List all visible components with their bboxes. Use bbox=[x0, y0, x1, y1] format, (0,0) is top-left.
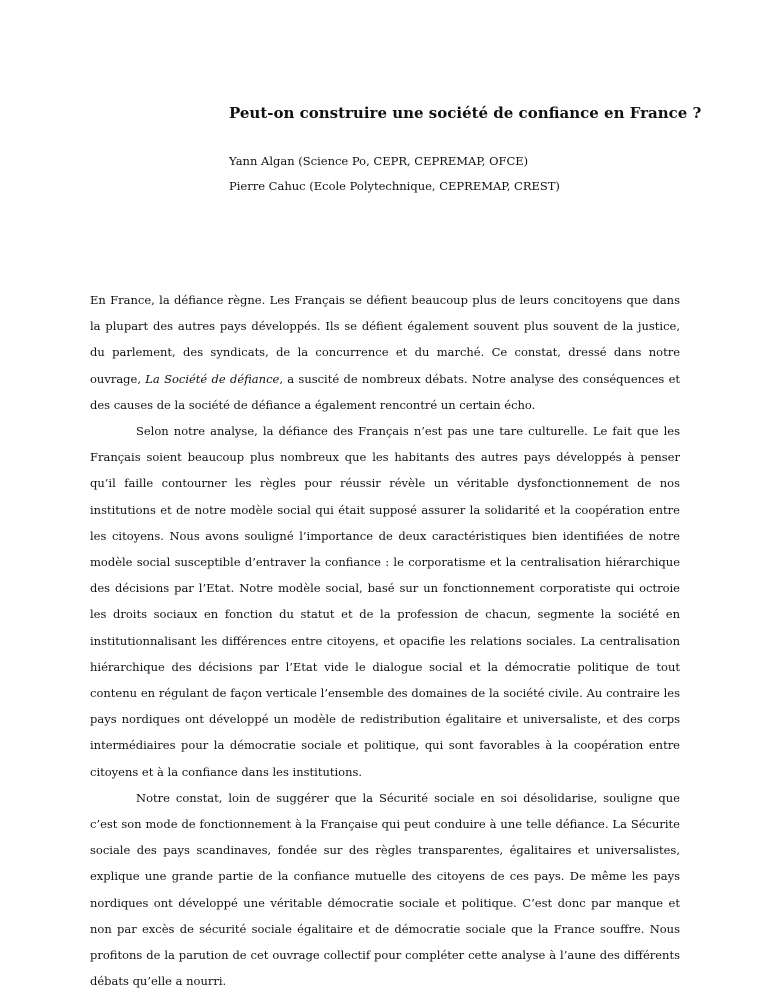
body-text bbox=[90, 287, 680, 994]
book-title-italic: La Société de défiance bbox=[145, 371, 280, 386]
paragraph-1 bbox=[90, 287, 680, 418]
author-line-1: Yann Algan (Science Po, CEPR, CEPREMAP, OFCE) bbox=[229, 154, 529, 168]
author-line-2: Pierre Cahuc (Ecole Polytechnique, CEPREMAP, CREST) bbox=[229, 179, 560, 193]
paragraph-2: Selon notre analyse, la défiance des Français n’est pas une tare culturelle. Le fait que les Français soient beaucoup plus nombreux que les habitants des autres pays développés à penser qu’il faille contourner les règles pour réussir révèle un véritable dysfonctionnement de nos institutions et de notre modèle social qui était supposé assurer la solidarité et la coopération entre les citoyens. Nous avons souligné l’importance de deux caractéristiques bien identifiées de notre modèle social susceptible d’entraver la confiance : le corporatisme et la centralisation hiérarchique des décisions par l’Etat. Notre modèle social, basé sur un fonctionnement corporatiste qui octroie les droits sociaux en fonction du statut et de la profession de chacun, segmente la société en institutionnalisant les différences entre citoyens, et opacifie les relations sociales. La centralisation hiérarchique des décisions par l’Etat vide le dialogue social et la démocratie politique de tout contenu en régulant de façon verticale l’ensemble des domaines de la société civile. Au contraire les pays nordiques ont développé un modèle de redistribution égalitaire et universaliste, et des corps intermédiaires pour la démocratie sociale et politique, qui sont favorables à la coopération entre citoyens et à la confiance dans les institutions. bbox=[90, 424, 680, 779]
paragraph-1-text-b: , a suscité de nombreux débats. Notre analyse des conséquences et des causes de la société de défiance a également rencontré un certain écho. bbox=[90, 371, 680, 412]
paragraph-3: Notre constat, loin de suggérer que la Sécurité sociale en soi désolidarise, souligne que c’est son mode de fonctionnement à la Française qui peut conduire à une telle défiance. La Sécurite sociale des pays scandinaves, fondée sur des règles transparentes, égalitaires et universalistes, explique une grande partie de la confiance mutuelle des citoyens de ces pays. De même les pays nordiques ont développé une véritable démocratie sociale et politique. C’est donc par manque et non par excès de sécurité sociale égalitaire et de démocratie sociale que la France souffre. Nous profitons de la parution de cet ouvrage collectif pour compléter cette analyse à l’aune des différents débats qu’elle a nourri. bbox=[90, 790, 680, 989]
document-title: Peut-on construire une société de confiance en France ? bbox=[229, 104, 702, 122]
paragraph-1-text-a: En France, la défiance règne. Les Français se défient beaucoup plus de leurs concitoyens que dans la plupart des autres pays développés. Ils se défient également souvent plus souvent de la justice, du parlement, des syndicats, de la concurrence et du marché. Ce constat, dressé dans notre ouvrage, bbox=[90, 293, 680, 386]
